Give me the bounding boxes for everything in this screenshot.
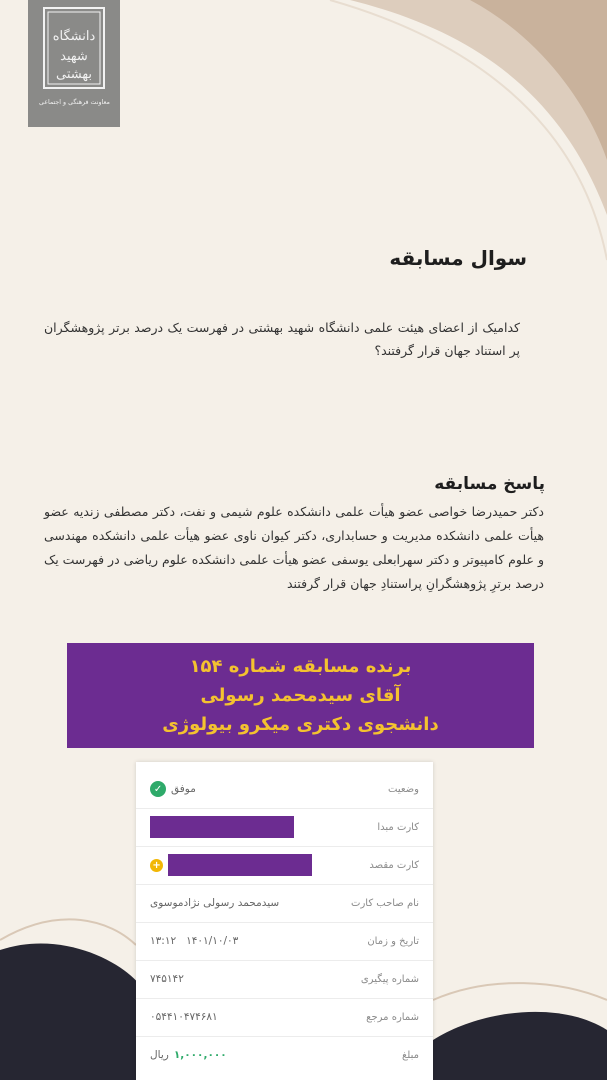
answer-title: پاسخ مسابقه bbox=[434, 474, 545, 494]
receipt-row-owner bbox=[136, 884, 433, 923]
source-card-label: کارت مبدا bbox=[377, 821, 419, 833]
winner-degree: دانشجوی دکتری میکرو بیولوژی bbox=[162, 714, 439, 735]
winner-contest-number: برنده مسابقه شماره ۱۵۴ bbox=[189, 656, 412, 677]
university-seal-icon bbox=[42, 6, 106, 90]
question-title: سوال مسابقه bbox=[389, 246, 527, 270]
tracking-label: شماره پیگیری bbox=[360, 973, 419, 985]
add-icon[interactable]: + bbox=[150, 859, 163, 872]
status-label: وضعیت bbox=[388, 783, 419, 795]
datetime-value: ۱۴۰۱/۱۰/۰۳ ۱۳:۱۲ bbox=[150, 935, 239, 947]
amount-label: مبلغ bbox=[401, 1049, 419, 1061]
status-value: موفق bbox=[171, 783, 196, 795]
winner-name: آقای سیدمحمد رسولی bbox=[200, 685, 401, 706]
dest-card-redacted bbox=[168, 854, 312, 876]
payment-receipt bbox=[136, 762, 433, 1080]
university-logo bbox=[28, 0, 120, 127]
source-card-redacted bbox=[150, 816, 294, 838]
receipt-row-datetime bbox=[136, 922, 433, 961]
svg-text:شهید: شهید bbox=[60, 49, 88, 64]
receipt-row-dest-card bbox=[136, 846, 433, 885]
svg-text:بهشتی: بهشتی bbox=[56, 67, 92, 82]
tracking-value: ۷۴۵۱۴۲ bbox=[150, 973, 184, 985]
owner-value: سیدمحمد رسولی نژادموسوی bbox=[150, 897, 280, 909]
svg-text:دانشگاه: دانشگاه bbox=[52, 29, 96, 44]
winner-banner bbox=[67, 643, 534, 748]
receipt-row-status bbox=[136, 770, 433, 809]
receipt-row-source-card bbox=[136, 808, 433, 847]
receipt-row-amount bbox=[136, 1036, 433, 1074]
receipt-row-tracking bbox=[136, 960, 433, 999]
amount-value: ۱,۰۰۰,۰۰۰ bbox=[173, 1049, 227, 1061]
amount-unit: ریال bbox=[150, 1049, 169, 1061]
success-check-icon: ✓ bbox=[150, 781, 166, 797]
datetime-label: تاریخ و زمان bbox=[367, 935, 419, 947]
owner-label: نام صاحب کارت bbox=[351, 897, 419, 909]
reference-label: شماره مرجع bbox=[366, 1011, 419, 1023]
answer-text: دکتر حمیدرضا خواصی عضو هیأت علمی دانشکده علوم شیمی و نفت، دکتر مصطفی زندیه عضو هیأت علمی دانشکده مدیریت و حسابداری، دکتر کیوان ناوی عضو هیأت علمی دانشکده مهندسی و علوم کامپیوتر و دکتر سهرابعلی یوسفی عضو هیأت علمی دانشکده علوم ریاضی در فهرست یک درصد برترِ پژوهشگرانِ پراستنادِ جهان قرار گرفتند bbox=[44, 504, 544, 591]
logo-subtitle: معاونت فرهنگی و اجتماعی bbox=[38, 98, 110, 106]
question-text: کدامیک از اعضای هیئت علمی دانشگاه شهید بهشتی در فهرست یک درصد برتر پژوهشگران پر استناد جهان قرار گرفتند؟ bbox=[44, 320, 520, 358]
dest-card-label: کارت مقصد bbox=[369, 859, 419, 871]
receipt-row-reference bbox=[136, 998, 433, 1037]
reference-value: ۰۵۴۴۱۰۴۷۴۶۸۱ bbox=[150, 1011, 218, 1023]
